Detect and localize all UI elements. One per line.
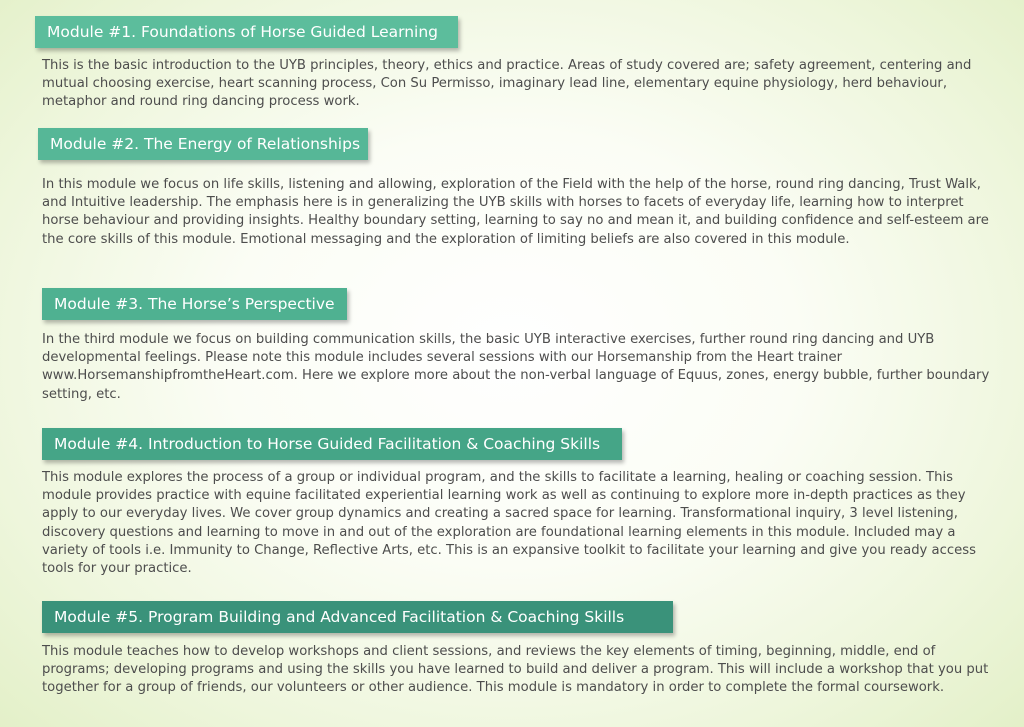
module-1-description: This is the basic introduction to the UYB principles, theory, ethics and practice. Areas of study covered are; safety agreement, centering and mutual choosing exercise, heart scanning process, Con Su Permisso, imaginary lead line, elementary equine physiology, herd behaviour, metaphor and round ring dancing process work. <box>42 58 972 110</box>
module-1-heading: Module #1. Foundations of Horse Guided Learning <box>35 16 458 48</box>
module-5-heading: Module #5. Program Building and Advanced Facilitation & Coaching Skills <box>42 601 673 633</box>
module-5-description: This module teaches how to develop workshops and client sessions, and reviews the key elements of timing, beginning, middle, end of programs; developing programs and using the skills you have learned to build and deliver a program. This will include a workshop that you put together for a group of friends, our volunteers or other audience. This module is mandatory in order to complete the formal coursework. <box>42 644 989 696</box>
module-4-description: This module explores the process of a group or individual program, and the skills to facilitate a learning, healing or coaching session. This module provides practice with equine facilitated experiential learning work as well as continuing to explore more in-depth practices as they apply to our everyday lives. We cover group dynamics and creating a sacred space for learning. Transformational inquiry, 3 level listening, discovery questions and learning to move in and out of the exploration are foundational learning elements in this module. Included may a variety of tools i.e. Immunity to Change, Reflective Arts, etc. This is an expansive toolkit to facilitate your learning and give you ready access tools for your practice. <box>42 470 976 577</box>
module-2-description: In this module we focus on life skills, listening and allowing, exploration of the Field with the help of the horse, round ring dancing, Trust Walk, and Intuitive leadership. The emphasis here is in generalizing the UYB skills with horses to facets of everyday life, learning how to interpret horse behaviour and providing insights. Healthy boundary setting, learning to say no and mean it, and building confidence and self-esteem are the core skills of this module. Emotional messaging and the exploration of limiting beliefs are also covered in this module. <box>42 177 989 247</box>
module-4-heading: Module #4. Introduction to Horse Guided Facilitation & Coaching Skills <box>42 428 622 460</box>
module-3-description: In the third module we focus on building communication skills, the basic UYB interactive exercises, further round ring dancing and UYB developmental feelings. Please note this module includes several sessions with our Horsemanship from the Heart trainer www.HorsemanshipfromtheHeart.com. Here we explore more about the non-verbal language of Equus, zones, energy bubble, further boundary setting, etc. <box>42 332 990 402</box>
module-2-heading: Module #2. The Energy of Relationships <box>38 128 368 160</box>
module-3-heading: Module #3. The Horse’s Perspective <box>42 288 347 320</box>
